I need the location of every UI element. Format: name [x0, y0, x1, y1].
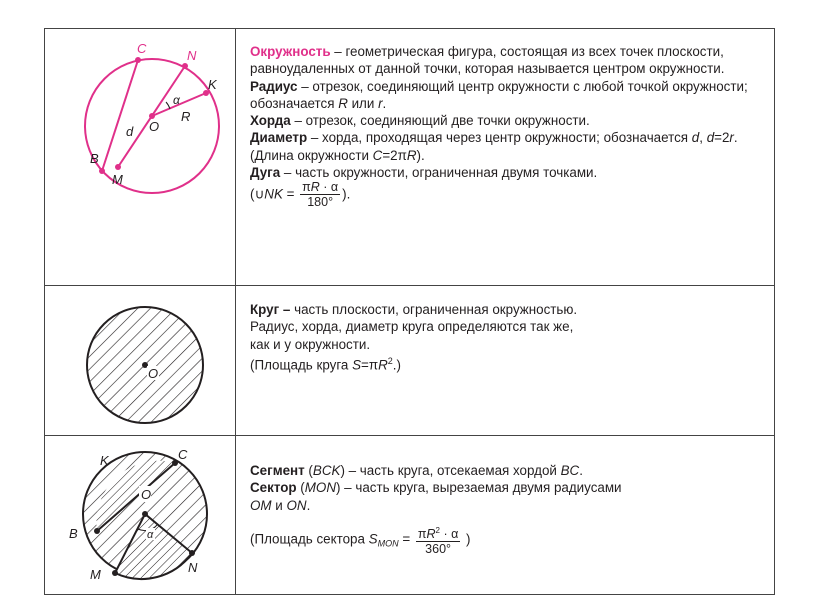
f2-num-sup: 2 — [435, 525, 440, 535]
disk-figure — [45, 286, 235, 436]
term-disk: Круг – — [250, 302, 291, 317]
f2-num-rest: · α — [439, 527, 459, 542]
symbol-d: d — [691, 130, 700, 146]
label-d: d — [126, 124, 134, 139]
text-or: или — [347, 95, 379, 111]
sector-formula — [250, 524, 770, 556]
label-M: M — [90, 567, 101, 582]
text-period2: . — [733, 130, 738, 146]
label-K: K — [208, 77, 217, 92]
symbol-NK: NK — [264, 186, 283, 202]
text-chord: – отрезок, соединяющий две точки окружности. — [290, 113, 590, 129]
f1-open: ( — [250, 186, 255, 202]
text-disk: часть плоскости, ограниченная окружностью. — [290, 302, 578, 317]
text-seg-end: . — [579, 463, 583, 478]
text-period: . — [382, 95, 387, 111]
label-C: C — [137, 41, 147, 56]
text-disk-2: Радиус, хорда, диаметр круга определяются так же, — [250, 319, 574, 335]
text-length-close: ). — [416, 147, 425, 163]
text-length-eq: =2π — [382, 147, 407, 163]
symbol-d-eq: d — [706, 130, 715, 146]
subscript-MON: MON — [377, 538, 399, 549]
segment-sector-figure — [45, 436, 235, 597]
term-radius: Радиус — [250, 78, 298, 94]
term-arc: Дуга — [250, 165, 281, 181]
disk-definitions — [250, 301, 770, 374]
arc-fraction — [300, 181, 340, 209]
text-sector: ) – часть круга, вырезаемая двумя радиусами — [336, 480, 622, 496]
symbol-BCK: BCK — [312, 463, 341, 478]
definitions-table — [44, 28, 775, 595]
symbol-S2: S — [368, 531, 378, 547]
f2-close: ) — [462, 531, 471, 547]
text-diameter: – хорда, проходящая через центр окружности; обозначается — [307, 130, 692, 146]
text-segment: ) – часть круга, отсекаемая хордой — [340, 463, 561, 478]
f2-den: 360° — [425, 542, 452, 557]
term-sector: Сектор — [250, 480, 297, 496]
sector-fraction — [416, 524, 460, 556]
f1-den: 180° — [307, 195, 334, 210]
text-length-open: (Длина окружности — [250, 147, 373, 163]
f2-num-R: R — [426, 527, 436, 542]
f1-close: ). — [342, 186, 351, 202]
symbol-MON: MON — [304, 480, 336, 496]
symbol-r2: r — [729, 130, 734, 146]
term-diameter: Диаметр — [250, 130, 308, 146]
label-alpha: α — [147, 529, 154, 541]
f1-eq: = — [282, 186, 299, 202]
arc-symbol: ∪ — [254, 186, 265, 202]
text-sec-end: . — [306, 497, 311, 513]
arc-formula — [250, 181, 770, 209]
text-and: и — [271, 497, 287, 513]
f1-num-pi: π — [302, 180, 311, 195]
text-arc: – часть окружности, ограниченная двумя точками. — [280, 165, 598, 181]
text-eq: =2 — [714, 130, 730, 146]
label-N: N — [187, 48, 197, 63]
term-segment: Сегмент — [250, 463, 305, 478]
row-segment-sector — [45, 435, 774, 596]
superscript-2: 2 — [387, 355, 393, 366]
circle-definitions — [250, 43, 770, 209]
label-O: O — [148, 366, 159, 381]
symbol-ON: ON — [286, 497, 307, 513]
row-disk — [45, 285, 774, 435]
term-chord: Хорда — [250, 113, 291, 129]
symbol-R: R — [338, 95, 348, 111]
f2-open: (Площадь сектора — [250, 531, 369, 547]
label-O: O — [141, 487, 152, 502]
symbol-R2: R — [406, 147, 417, 163]
f1-num-rest: · α — [319, 180, 339, 195]
f2-eq: = — [398, 531, 414, 547]
label-C: C — [178, 447, 188, 462]
text-seg-open: ( — [304, 463, 313, 478]
circle-figure — [45, 29, 235, 285]
row-circle — [45, 29, 774, 285]
text-area-close: .) — [392, 357, 401, 373]
label-K: K — [100, 453, 109, 468]
f1-num-R: R — [310, 180, 320, 195]
text-sep: , — [699, 130, 707, 146]
text-area-eq: =π — [361, 357, 379, 373]
text-disk-3: как и у окружности. — [250, 336, 371, 352]
symbol-r: r — [378, 95, 383, 111]
label-R: R — [181, 109, 191, 124]
symbol-BC: BC — [560, 463, 580, 478]
label-alpha: α — [173, 93, 180, 107]
label-B: B — [90, 151, 99, 166]
text-sec-open: ( — [296, 480, 305, 496]
symbol-R3: R — [378, 357, 388, 373]
label-N: N — [188, 560, 198, 575]
segment-sector-definitions — [250, 462, 770, 556]
f2-num-pi: π — [417, 527, 427, 542]
label-B: B — [69, 526, 78, 541]
text-area-open: (Площадь круга — [250, 357, 353, 373]
symbol-S: S — [352, 357, 362, 373]
label-O: O — [149, 119, 160, 134]
term-circle: Окружность — [250, 44, 331, 59]
text-circle: – геометрическая фигура, состоящая из всех точек плоскости, равноудаленных от данной точки, которая называется центром окружности. — [250, 44, 725, 77]
label-M: M — [112, 172, 123, 187]
text-radius: – отрезок, соединяющий центр окружности с любой точкой окружности; обозначается — [250, 78, 748, 111]
symbol-C: C — [372, 147, 383, 163]
symbol-OM: OM — [250, 497, 272, 513]
